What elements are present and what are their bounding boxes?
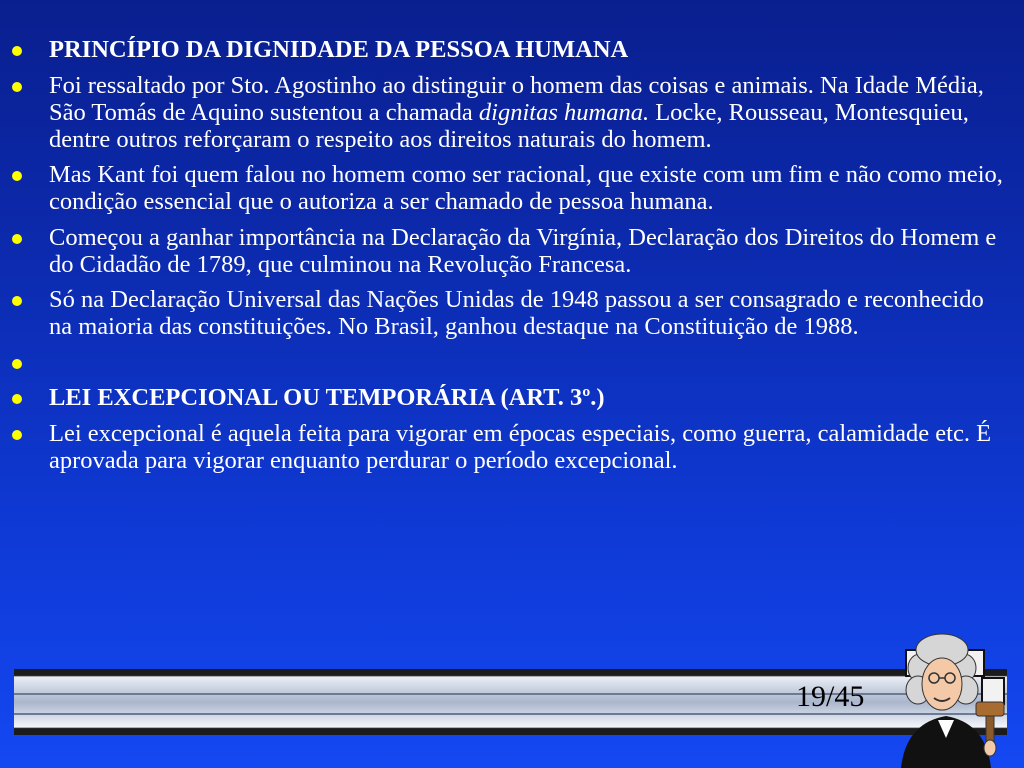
bullet-empty (10, 349, 1010, 376)
bullet-dot (12, 82, 22, 92)
bullet-text: Começou a ganhar importância na Declaração da Virgínia, Declaração dos Direitos do Homem e do Cidadão de 1789, que culminou na Revolução Francesa. (49, 223, 997, 278)
bullet-dot (12, 234, 22, 244)
bullet-text: Mas Kant foi quem falou no homem como ser racional, que existe com um fim e não como meio, condição essencial que o autoriza a ser chamado de pessoa humana. (49, 161, 1003, 215)
bullet-kant (10, 161, 1010, 215)
bullet-dot (12, 394, 22, 404)
judge-with-gavel-icon (876, 628, 1016, 768)
bullet-lei-excepcional (10, 420, 1010, 474)
page-number: 19/45 (796, 680, 865, 713)
bullet-dot (12, 359, 22, 369)
heading-text: PRINCÍPIO DA DIGNIDADE DA PESSOA HUMANA (49, 36, 629, 63)
heading-text: LEI EXCEPCIONAL OU TEMPORÁRIA (ART. 3º.) (49, 384, 605, 411)
bullet-italic-text: dignitas humana. (478, 98, 650, 126)
bullet-dot (12, 430, 22, 440)
bullet-declaracao-virginia (10, 224, 1010, 278)
bullet-heading-lei-excepcional (10, 384, 1010, 411)
bullet-dot (12, 171, 22, 181)
bullet-text: Lei excepcional é aquela feita para vigorar em épocas especiais, como guerra, calamidade etc. É aprovada para vigorar enquanto perdurar o período excepcional. (49, 419, 992, 474)
bullet-heading-dignidade (10, 36, 1010, 63)
bullet-text: Foi ressaltado por Sto. Agostinho ao distinguir o homem das coisas e animais. Na Idade Média, São Tomás de Aquino sustentou a chamada (49, 71, 984, 126)
bullet-agostinho (10, 72, 1010, 153)
bullet-text: Locke, Rousseau, Montesquieu, dentre outros reforçaram o respeito aos direitos naturais do homem. (49, 98, 969, 153)
bullet-dot (12, 296, 22, 306)
slide-content (10, 36, 1010, 482)
bullet-dot (12, 46, 22, 56)
bullet-text: Só na Declaração Universal das Nações Unidas de 1948 passou a ser consagrado e reconhecido na maioria das constituições. No Brasil, ganhou destaque na Constituição de 1988. (49, 286, 984, 340)
bullet-declaracao-universal (10, 286, 1010, 340)
